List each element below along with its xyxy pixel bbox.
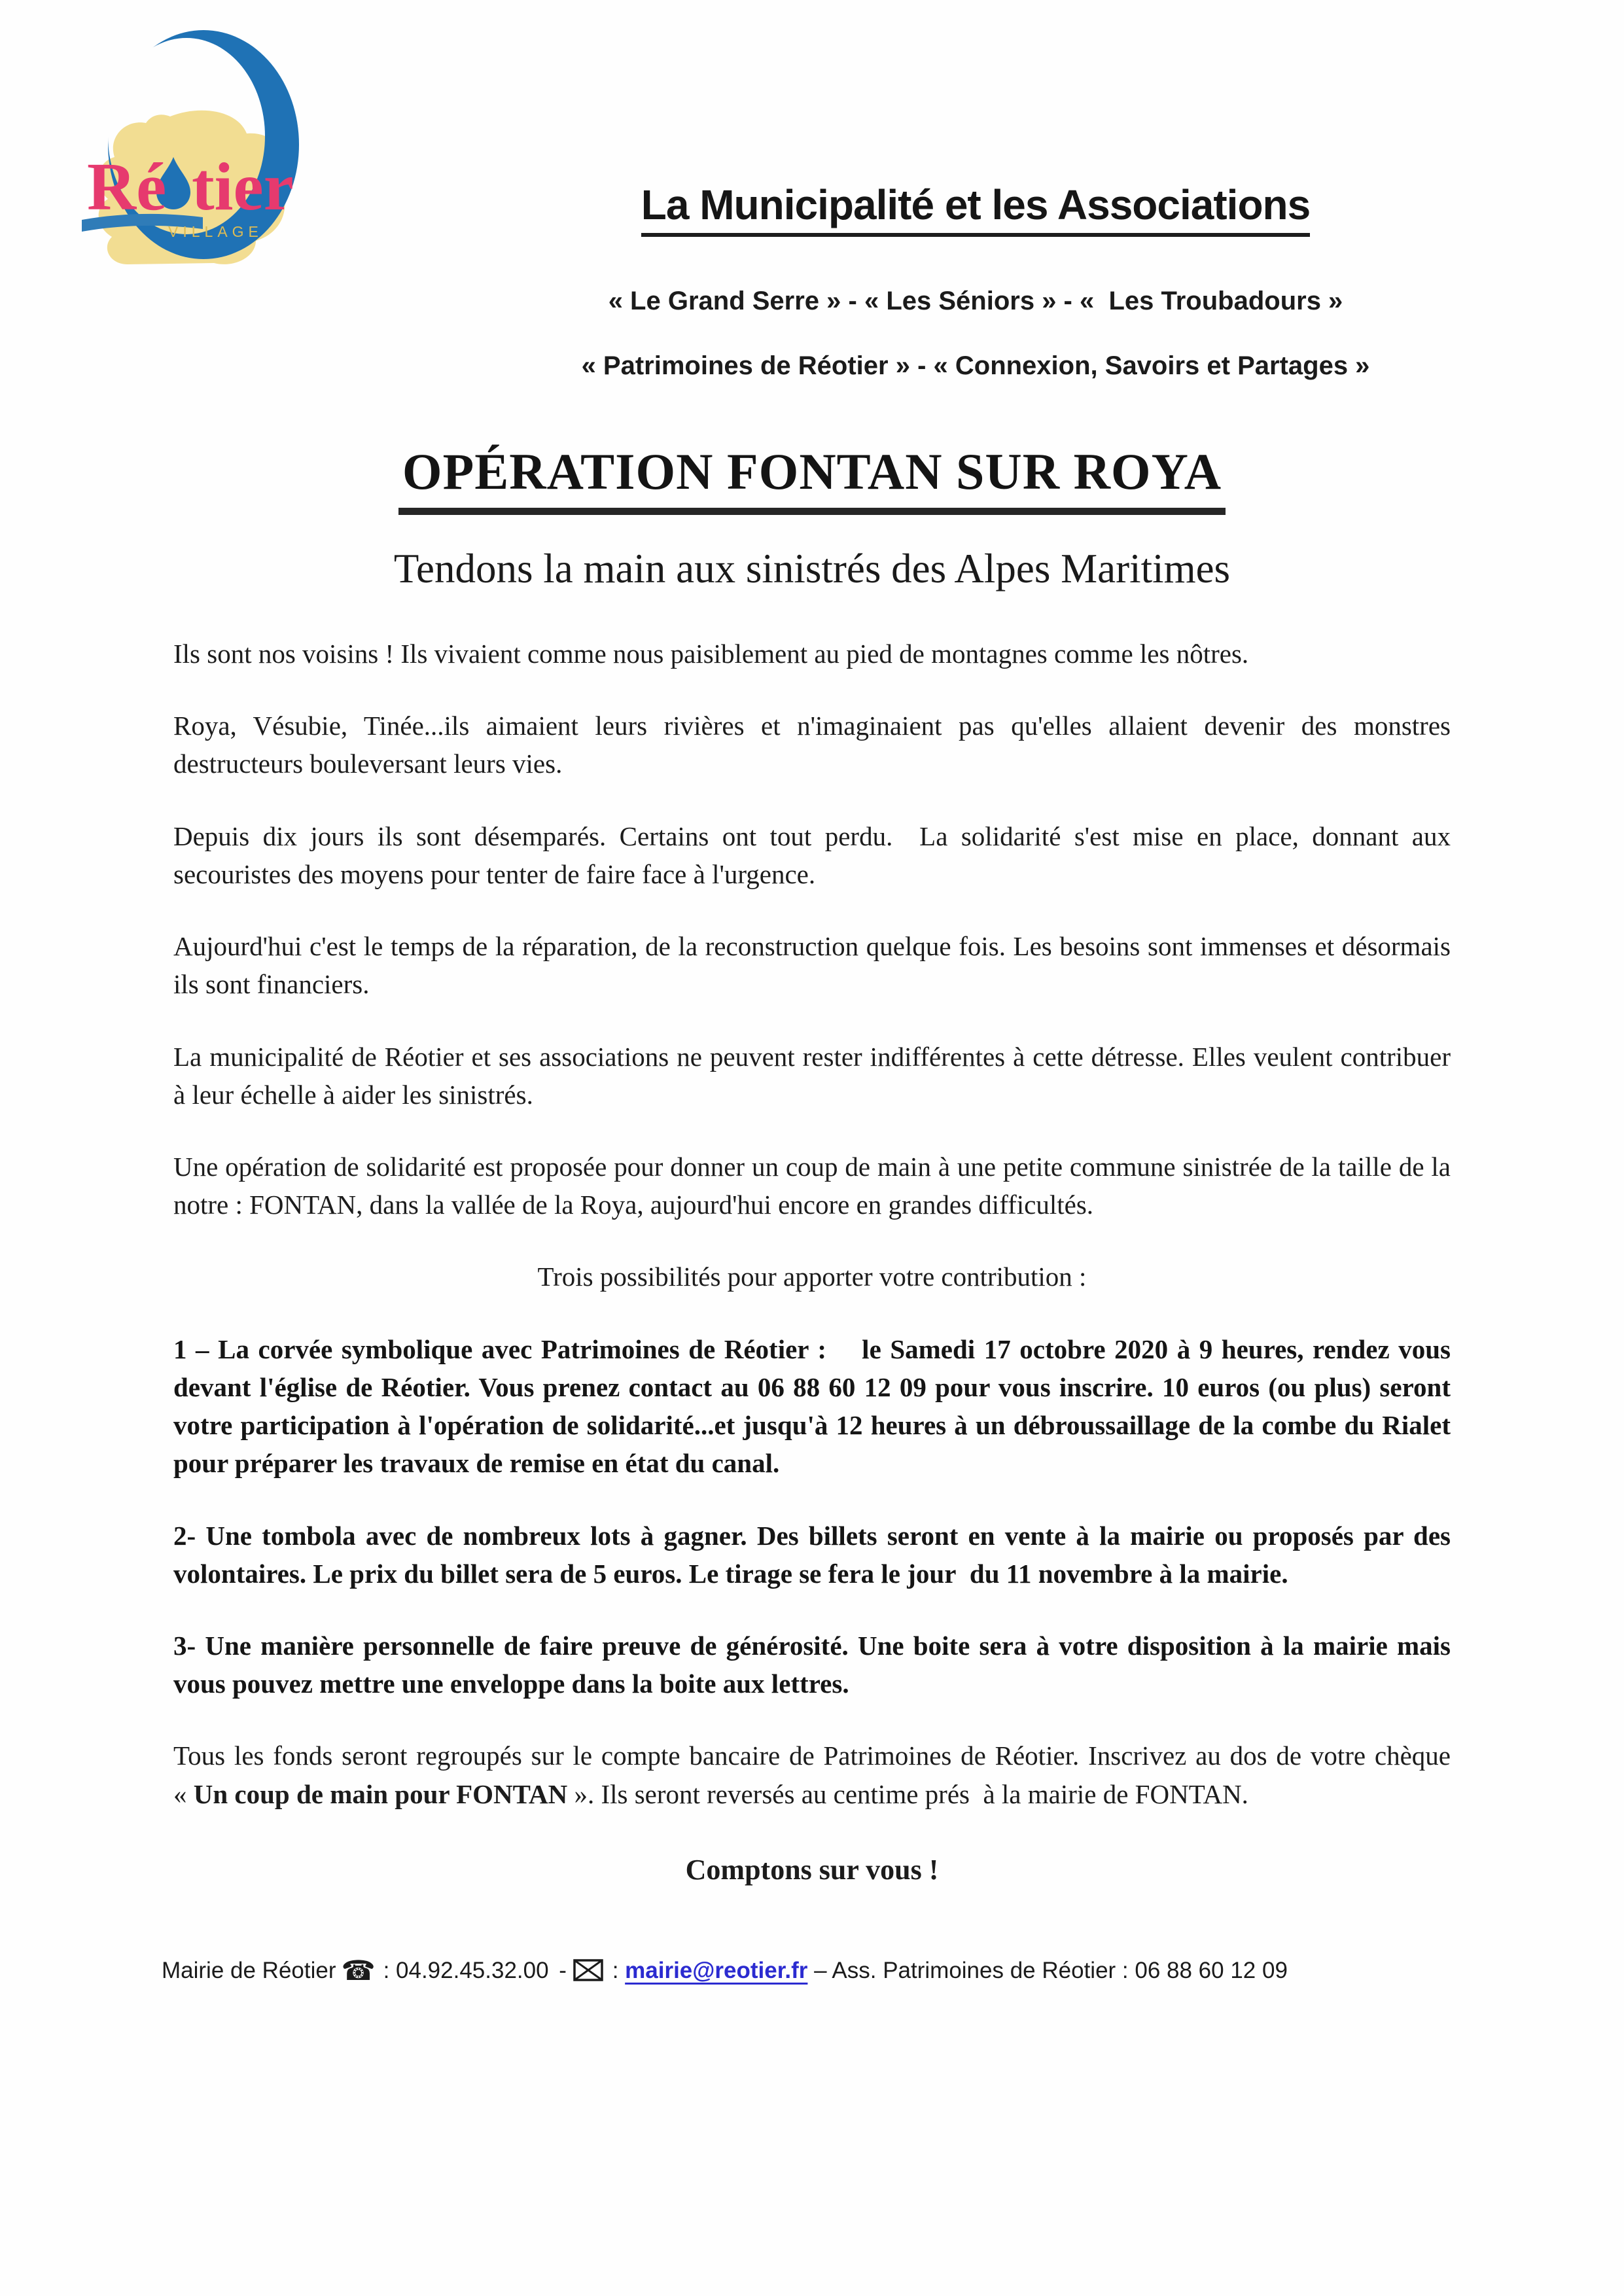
contribution-heading: Trois possibilités pour apporter votre contribution : [537, 1262, 1087, 1292]
logo-text-tier: tier [192, 149, 294, 224]
logo-village-label: VILLAGE [168, 223, 263, 240]
municipality-title: La Municipalité et les Associations [641, 181, 1310, 237]
telephone-icon: ☎ [341, 1954, 376, 1987]
slogan: Comptons sur vous ! [685, 1853, 939, 1886]
option-1-corvee: 1 – La corvée symbolique avec Patrimoines de Réotier : le Samedi 17 octobre 2020 à 9 heures, rendez vous devant l'église de Réotier. Vous prenez contact au 06 88 60 12 09 pour vous inscrire. 10 euros (ou plus) seront votre participation à l'opération de solidarité...et jusqu'à 12 heures à un débroussaillage de la combe du Rialet pour préparer les travaux de remise en état du canal. [173, 1333, 1451, 1479]
reotier-village-logo [62, 12, 337, 274]
logo-text-re: Ré [87, 149, 167, 224]
body-paragraph-6: Une opération de solidarité est proposée pour donner un coup de main à une petite commune sinistrée de la taille de la notre : FONTAN, dans la vallée de la Roya, aujourd'hui encore en grandes difficultés. [173, 1151, 1451, 1220]
footer-dash: - [559, 1958, 567, 1984]
envelope-icon [573, 1959, 603, 1981]
closing-part-2: ». Ils seront reversés au centime prés à la mairie de FONTAN. [567, 1778, 1248, 1809]
body-paragraph-2: Roya, Vésubie, Tinée...ils aimaient leurs rivières et n'imaginaient pas qu'elles allaient devenir des monstres destructeurs bouleversant leurs vies. [173, 711, 1451, 779]
footer-colon: : [612, 1958, 619, 1984]
footer-phone: : 04.92.45.32.00 [383, 1958, 549, 1984]
closing-paragraph [173, 1737, 1451, 1812]
footer-contact-line [0, 1954, 1624, 1987]
option-2-tombola: 2- Une tombola avec de nombreux lots à gagner. Des billets seront en vente à la mairie ou proposés par des volontaires. Le prix du billet sera de 5 euros. Le tirage se fera le jour du 11 novembre à la mairie. [173, 1520, 1451, 1589]
body-paragraph-1: Ils sont nos voisins ! Ils vivaient comme nous paisiblement au pied de montagnes comme les nôtres. [173, 639, 1249, 669]
header-inner [327, 181, 1624, 381]
body-paragraph-3: Depuis dix jours ils sont désemparés. Certains ont tout perdu. La solidarité s'est mise en place, donnant aux secouristes des moyens pour tenter de faire face à l'urgence. [173, 821, 1451, 889]
associations-line-1: « Le Grand Serre » - « Les Séniors » - « Les Troubadours » [608, 287, 1343, 315]
footer-suffix: – Ass. Patrimoines de Réotier : 06 88 60 12 09 [814, 1958, 1288, 1984]
body-paragraph-5: La municipalité de Réotier et ses associations ne peuvent rester indifférentes à cette détresse. Elles veulent contribuer à leur échelle à aider les sinistrés. [173, 1041, 1451, 1110]
footer-prefix: Mairie de Réotier [162, 1958, 336, 1984]
body-text-column [0, 635, 1624, 1890]
option-3-don: 3- Une manière personnelle de faire preuve de générosité. Une boite sera à votre disposition à la mairie mais vous pouvez mettre une enveloppe dans la boite aux lettres. [173, 1630, 1451, 1699]
email-link[interactable]: mairie@reotier.fr [625, 1958, 808, 1984]
closing-part-1: Tous les fonds seront regroupés sur le compte bancaire de Patrimoines de Réotier. Inscrivez au dos de votre chèque « [173, 1740, 1451, 1809]
body-paragraph-4: Aujourd'hui c'est le temps de la réparation, de la reconstruction quelque fois. Les besoins sont immenses et désormais ils sont financiers. [173, 931, 1451, 1000]
closing-highlight: Un coup de main pour FONTAN [193, 1778, 568, 1809]
operation-subtitle: Tendons la main aux sinistrés des Alpes Maritimes [393, 546, 1231, 592]
operation-title: OPÉRATION FONTAN SUR ROYA [398, 442, 1226, 515]
main-content [0, 442, 1624, 1890]
associations-line-2: « Patrimoines de Réotier » - « Connexion, Savoirs et Partages » [581, 351, 1370, 380]
